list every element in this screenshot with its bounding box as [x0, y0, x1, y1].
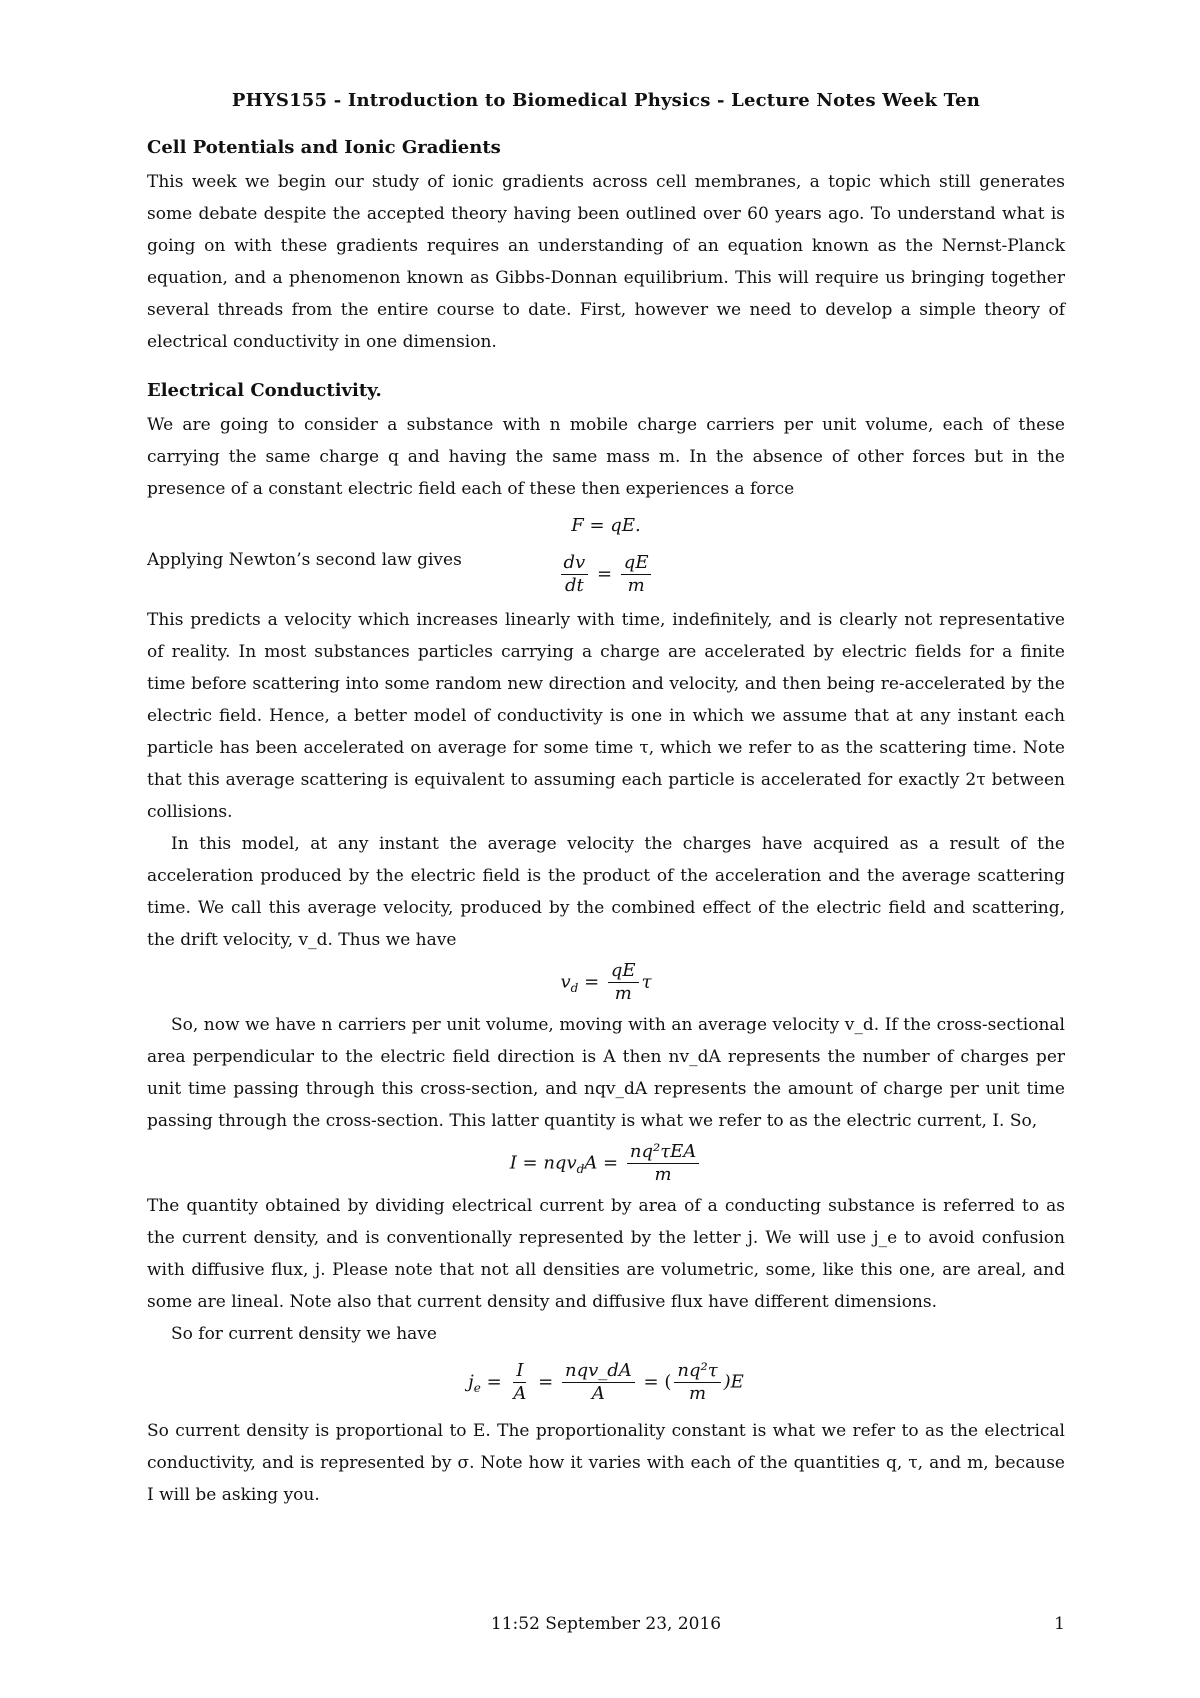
paragraph-intro: This week we begin our study of ionic gradients across cell membranes, a topic which still generates some debate despite the accepted theory having been outlined over 60 years ago. To understand what is going on with these gradients requires an understanding of an equation known as the Nernst-Planck equation, and a phenomenon known as Gibbs-Donnan equilibrium. This will require us bringing together several threads from the entire course to date. First, however we need to develop a simple theory of electrical conductivity in one dimension.: [147, 172, 1065, 352]
footer-timestamp: 11:52 September 23, 2016: [490, 1614, 722, 1634]
section-heading-electrical-conductivity: Electrical Conductivity.: [147, 380, 382, 401]
document-page: [147, 90, 1065, 1511]
equation-force: F = qE.: [571, 515, 641, 536]
section-heading-cell-potentials: Cell Potentials and Ionic Gradients: [147, 137, 501, 158]
paragraph-current: So, now we have n carriers per unit volume, moving with an average velocity v_d. If the cross-sectional area perpendicular to the electric field direction is A then nv_dA represents the number of charges per unit time passing through this cross-section, and nqv_dA represents the amount of charge per unit time passing through the cross-section. This latter quantity is what we refer to as the electric current, I. So,: [147, 1015, 1065, 1131]
fraction-qe-m: $\frac{qE}{m}$: [621, 552, 652, 597]
equation-current: I = nqv$_d$A = $\frac{\text{nq²τEA}}{m}$: [147, 1141, 1065, 1186]
document-title: PHYS155 - Introduction to Biomedical Physics - Lecture Notes Week Ten: [231, 90, 981, 111]
paragraph-drift-velocity: In this model, at any instant the average velocity the charges have acquired as a result of the acceleration produced by the electric field is the product of the acceleration and the average scattering time. We call this average velocity, produced by the combined effect of the electric field and scattering, the drift velocity, v_d. Thus we have: [147, 834, 1065, 950]
paragraph-conductivity: So current density is proportional to E. The proportionality constant is what we refer to as the electrical conductivity, and is represented by σ. Note how it varies with each of the quantities q, τ, and m, because I will be asking you.: [147, 1421, 1065, 1505]
equation-newton: $\frac{dv}{dt}$ = $\frac{qE}{m}$: [147, 552, 1065, 597]
equation-drift-velocity: $v_d$ = $\frac{qE}{m}$ τ: [560, 960, 652, 1004]
page-number: 1: [1054, 1614, 1065, 1634]
newton-lead-text: Applying Newton’s second law gives: [147, 550, 462, 570]
paragraph-scattering: This predicts a velocity which increases linearly with time, indefinitely, and is clearly not representative of reality. In most substances particles carrying a charge are accelerated by electric fields for a finite time before scattering into some random new direction and velocity, and then being re-accelerated by the electric field. Hence, a better model of conductivity is one in which we assume that at any instant each particle has been accelerated on average for some time τ, which we refer to as the scattering time. Note that this average scattering is equivalent to assuming each particle is accelerated for exactly 2τ between collisions.: [147, 610, 1065, 822]
paragraph-current-density: The quantity obtained by dividing electrical current by area of a conducting substance is referred to as the current density, and is conventionally represented by the letter j. We will use j_e to avoid confusion with diffusive flux, j. Please note that not all densities are volumetric, some, like this one, are areal, and some are lineal. Note also that current density and diffusive flux have different dimensions.: [147, 1196, 1065, 1312]
equation-current-density: $j_e$ = $\frac{I}{A}$ = $\frac{\text{nqv\_dA}}{A}$ = ( $\frac{\text{nq²τ}}{m}$ )E: [468, 1360, 744, 1404]
paragraph-current-density-lead: So for current density we have: [171, 1324, 437, 1344]
newton-law-line: [147, 544, 1065, 604]
paragraph-charge-carriers: We are going to consider a substance with n mobile charge carriers per unit volume, each of these carrying the same charge q and having the same mass m. In the absence of other forces but in the presence of a constant electric field each of these then experiences a force: [147, 415, 1065, 499]
fraction-dv-dt: $\frac{dv}{dt}$: [561, 552, 589, 597]
